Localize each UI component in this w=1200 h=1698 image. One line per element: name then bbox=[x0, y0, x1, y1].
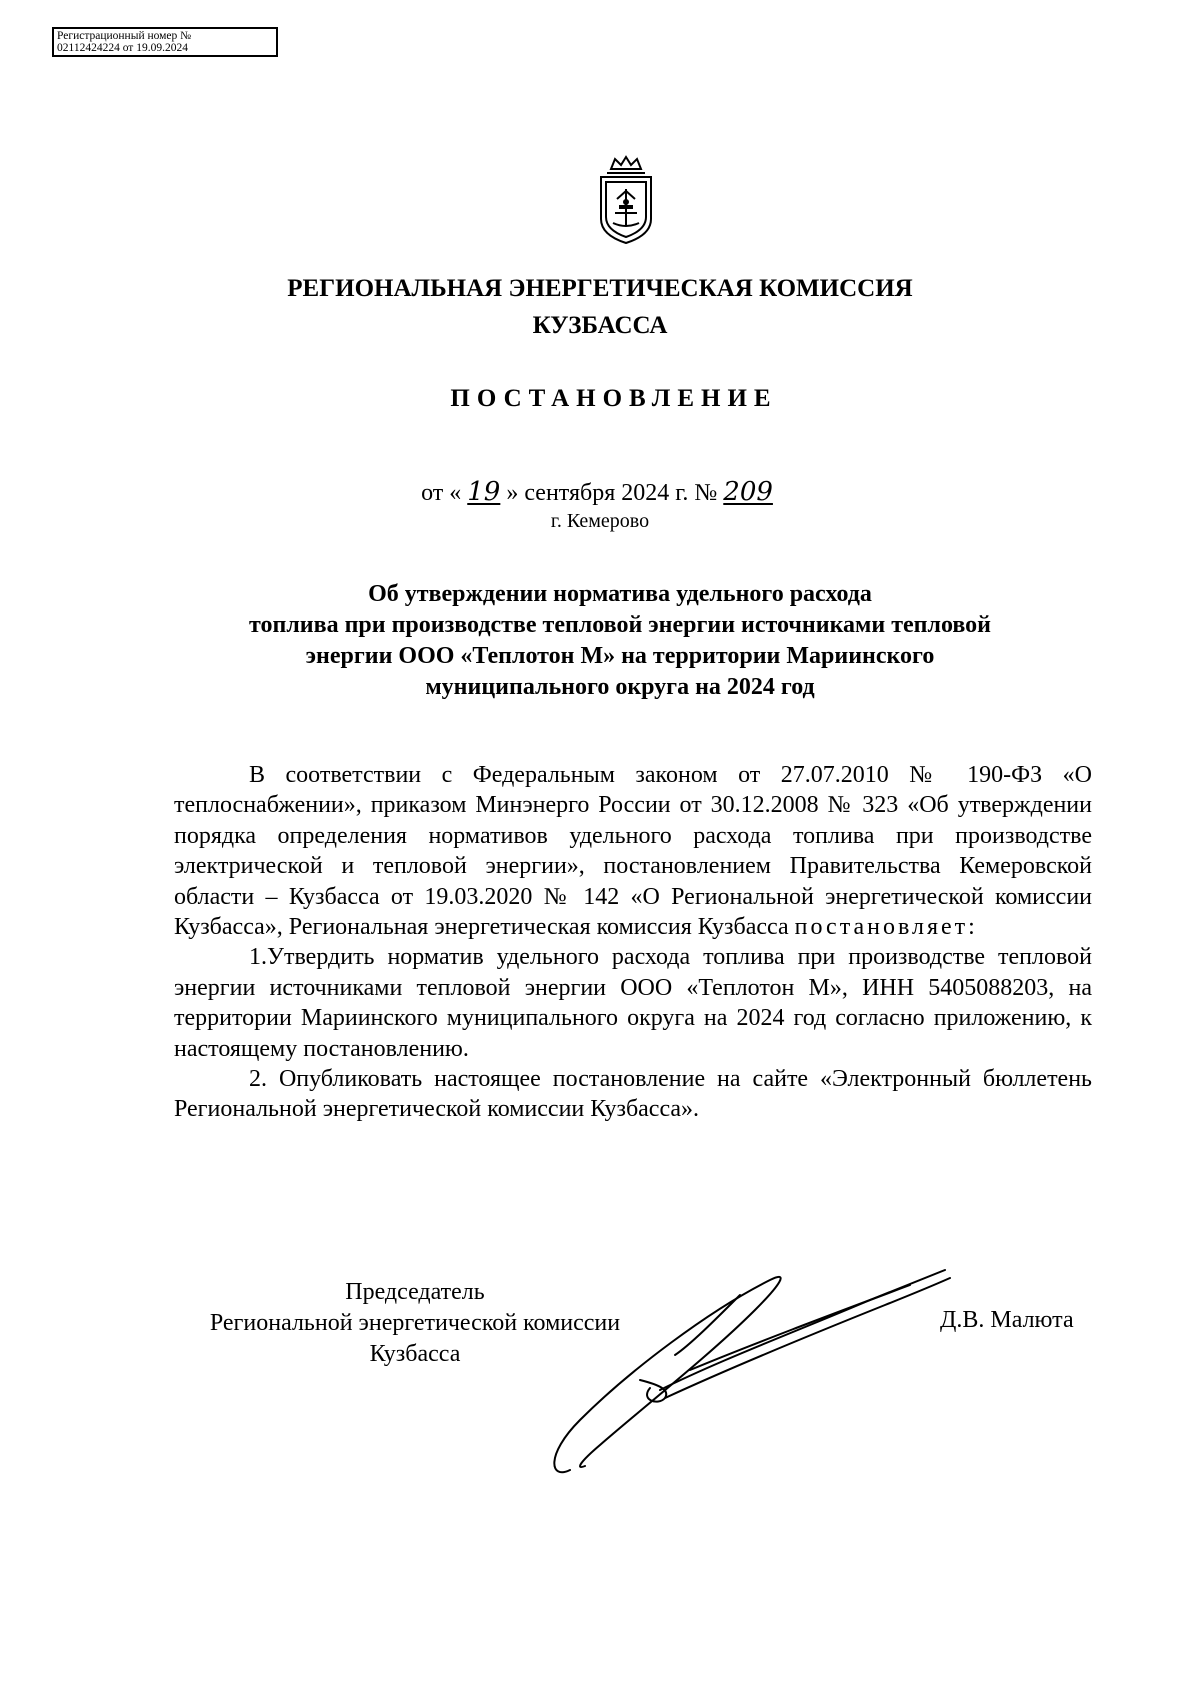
document-body bbox=[174, 760, 1092, 1125]
organization-name-line1: РЕГИОНАЛЬНАЯ ЭНЕРГЕТИЧЕСКАЯ КОМИССИЯ bbox=[287, 275, 913, 302]
body-paragraph-preamble bbox=[174, 760, 1092, 942]
title-line3: энергии ООО «Теплотон М» на территории Мариинского bbox=[305, 643, 935, 669]
coat-of-arms-icon bbox=[593, 155, 659, 245]
title-line4: муниципального округа на 2024 год bbox=[425, 674, 815, 700]
organization-name-line2: КУЗБАССА bbox=[532, 312, 668, 339]
preamble-verb: постановляет: bbox=[794, 914, 978, 941]
registration-stamp-line1: Регистрационный номер № bbox=[57, 30, 192, 42]
registration-stamp-line2: 02112424224 от 19.09.2024 bbox=[57, 42, 188, 54]
handwritten-signature bbox=[540, 1240, 960, 1480]
signatory-name: Д.В. Малюта bbox=[940, 1307, 1074, 1333]
body-paragraph-item1: 1.Утвердить норматив удельного расхода топлива при производстве тепловой энергии источниками тепловой энергии ООО «Теплотон М», ИНН 5405088203, на территории Мариинского муниципального округа на 2024 год согласно приложению, к настоящему постановлению. bbox=[174, 944, 1092, 1062]
signatory-title-line3: Кузбасса bbox=[369, 1341, 461, 1367]
document-title bbox=[150, 579, 1090, 703]
city: г. Кемерово bbox=[550, 510, 650, 532]
document-number-handwritten: 209 bbox=[723, 477, 773, 507]
preamble-text: В соответствии с Федеральным законом от 27.07.2010 № 190-ФЗ «О теплоснабжении», приказом Минэнерго России от 30.12.2008 № 323 «Об утверждении порядка определения нормативов удельного расхода топлива при производстве электрической и тепловой энергии», постановлением Правительства Кемеровской области – Кузбасса от 19.03.2020 № 142 «О Региональной энергетической комиссии Кузбасса», Региональная энергетическая комиссия Кузбасса bbox=[174, 762, 1092, 941]
signatory-title-line1: Председатель bbox=[345, 1279, 485, 1305]
registration-stamp bbox=[52, 27, 278, 57]
date-middle: » сентября 2024 г. № bbox=[506, 480, 718, 506]
date-line bbox=[0, 478, 1200, 507]
title-line1: Об утверждении норматива удельного расхода bbox=[368, 581, 872, 607]
date-prefix: от « bbox=[421, 480, 462, 506]
title-line2: топлива при производстве тепловой энергии источниками тепловой bbox=[249, 612, 991, 638]
body-paragraph-item2: 2. Опубликовать настоящее постановление на сайте «Электронный бюллетень Региональной энергетической комиссии Кузбасса». bbox=[174, 1066, 1092, 1123]
signatory-title-line2: Региональной энергетической комиссии bbox=[209, 1310, 621, 1336]
document-type: ПОСТАНОВЛЕНИЕ bbox=[450, 385, 778, 412]
date-day-handwritten: 19 bbox=[467, 477, 501, 507]
